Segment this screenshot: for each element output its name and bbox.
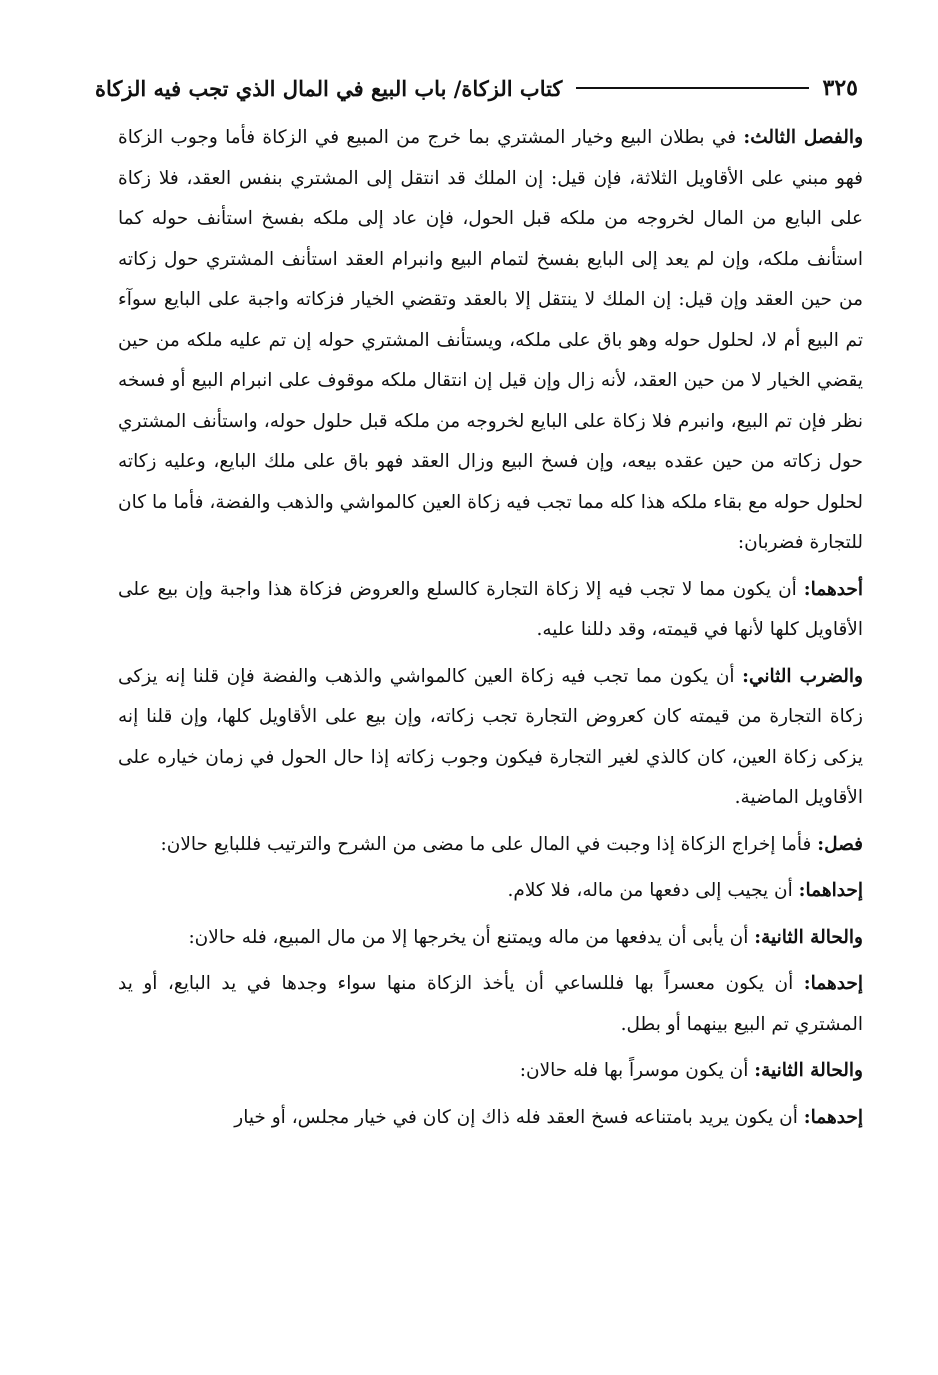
paragraph-heading: إحدهما: (803, 1106, 863, 1128)
page-number: ٣٢٥ (822, 75, 858, 101)
paragraph-heading: والضرب الثاني: (742, 665, 863, 687)
paragraph-text: أن يكون موسراً بها فله حالان: (519, 1060, 755, 1081)
paragraph (118, 570, 863, 651)
paragraph (118, 918, 863, 959)
paragraph-text: فأما إخراج الزكاة إذا وجبت في المال على ما مضى من الشرح والترتيب فللبايع حالان: (160, 833, 818, 855)
paragraph-text: أن يكون مما لا تجب فيه إلا زكاة التجارة كالسلع والعروض فزكاة هذا واجبة وإن بيع على الأقاويل كلها لأنها في قيمته، وقد دللنا عليه. (118, 578, 863, 640)
paragraph-text: أن يكون معسراً بها فللساعي أن يأخذ الزكاة منها سواء وجدها في يد البايع، أو يد المشتري تم البيع بينهما أو بطل. (118, 973, 863, 1035)
paragraph-text: أن يكون يريد بامتناعه فسخ العقد فله ذاك إن كان في خيار مجلس، أو خيار (234, 1106, 804, 1128)
paragraph-text: أن يكون مما تجب فيه زكاة العين كالمواشي والذهب والفضة فإن قلنا إنه يزكى زكاة التجارة من قيمته كان كعروض التجارة تجب زكاته، وإن بيع على الأقاويل كلها، وإن قلنا إنه يزكى زكاة العين، كان كالذي لغير التجارة فيكون وجوب زكاته إذا حال الحول في زمان خياره على الأقاويل الماضية. (118, 665, 863, 808)
paragraph-heading: إحداهما: (798, 880, 863, 901)
paragraph-heading: أحدهما: (803, 578, 863, 600)
paragraph (118, 1098, 863, 1139)
paragraph (118, 964, 863, 1045)
paragraph-heading: والحالة الثانية: (754, 926, 863, 948)
paragraph (118, 825, 863, 866)
paragraph-text: في بطلان البيع وخيار المشتري بما خرج من المبيع في الزكاة فأما وجوب الزكاة فهو مبني على الأقاويل الثلاثة، فإن قيل: إن الملك قد انتقل إلى المشتري بنفس العقد، فلا زكاة على البايع من المال لخروجه من ملكه قبل الحول، فإن عاد إلى ملكه بفسخ استأنف حوله كما استأنف ملكه، وإن لم يعد إلى البايع بفسخ لتمام البيع وانبرام العقد استأنف المشتري حول زكاته من حين العقد وإن قيل: إن الملك لا ينتقل إلا بالعقد وتقضي الخيار فزكاته واجبة على البايع سوآء تم البيع أم لا، لحلول حوله وهو باق على ملكه، ويستأنف المشتري حوله إن تم عليه ملكه من حين يقضي الخيار لا من حين العقد، لأنه زال وإن قيل إن انتقال ملكه موقوف على انبرام البيع أو فسخه نظر فإن تم البيع، وانبرم فلا زكاة على البايع لخروجه من ملكه قبل حلول حوله، واستأنف المشتري حول زكاته من حين عقده بيعه، وإن فسخ البيع وزال العقد فهو باق على ملك البايع، وعليه زكاته لحلول حوله مع بقاء ملكه هذا كله مما تجب فيه زكاة العين كالمواشي والذهب والفضة، فأما ما كان للتجارة فضربان: (118, 127, 863, 553)
paragraph (118, 871, 863, 912)
page-header (95, 70, 858, 106)
paragraph (118, 657, 863, 819)
paragraph-text: أن يجيب إلى دفعها من ماله، فلا كلام. (507, 880, 799, 901)
paragraph (118, 1051, 863, 1092)
paragraph-heading: والحالة الثانية: (754, 1060, 863, 1081)
paragraph-text: أن يأبى أن يدفعها من ماله ويمتنع أن يخرجها إلا من مال المبيع، فله حالان: (188, 926, 755, 948)
paragraph-heading: فصل: (817, 833, 863, 855)
body-text (118, 118, 863, 1138)
paragraph (118, 118, 863, 564)
paragraph-heading: إحدهما: (803, 973, 863, 994)
header-rule (576, 87, 808, 89)
paragraph-heading: والفصل الثالث: (743, 127, 863, 148)
running-title: كتاب الزكاة/ باب البيع في المال الذي تجب فيه الزكاة (95, 75, 563, 101)
